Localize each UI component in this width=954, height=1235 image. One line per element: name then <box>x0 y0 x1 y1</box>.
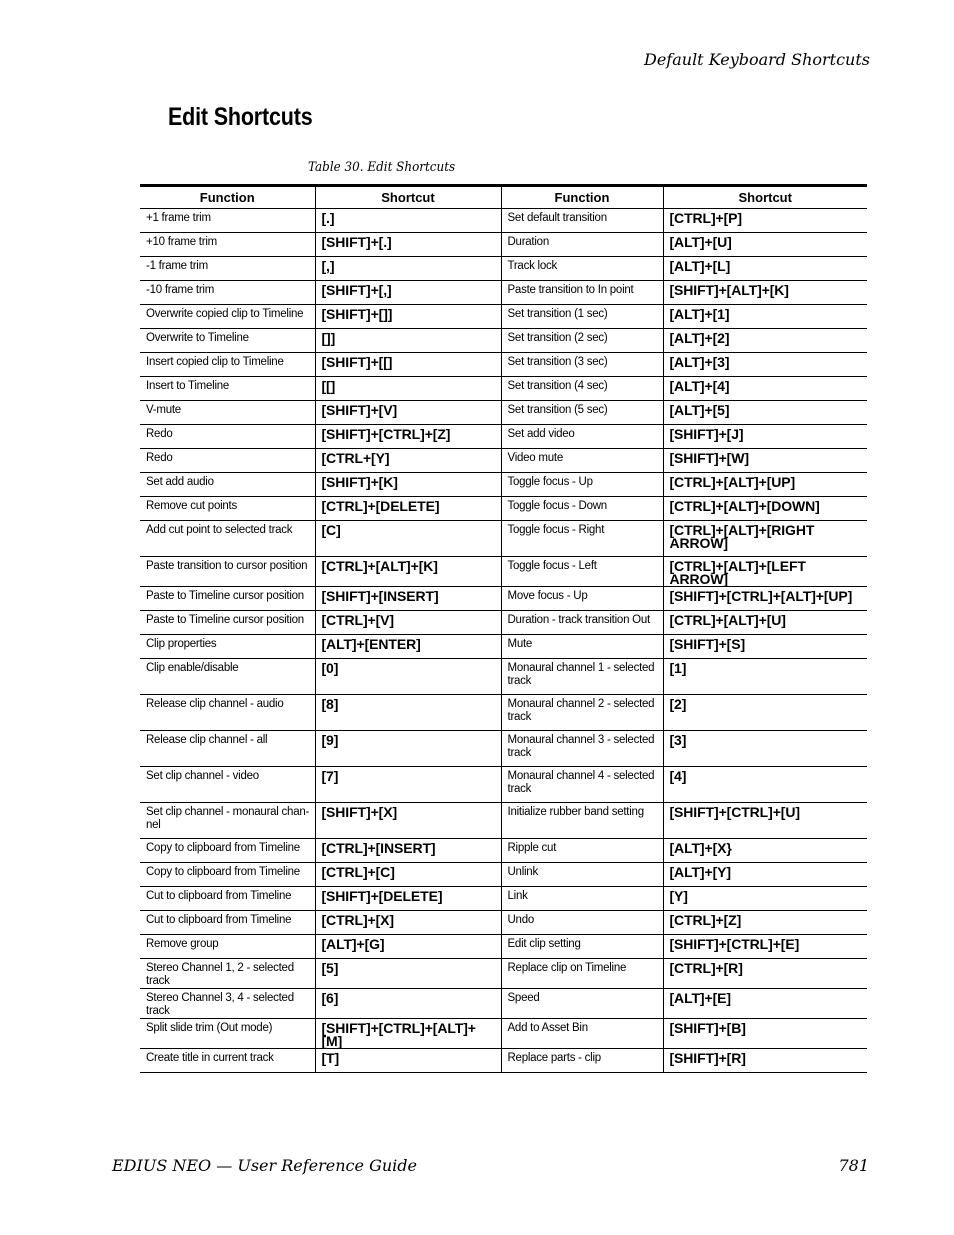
shortcut-cell: [SHIFT]+[INSERT] <box>315 587 501 611</box>
shortcut-cell: [ALT]+[2] <box>663 329 867 353</box>
table-row <box>140 353 867 377</box>
function-cell: Insert to Timeline <box>140 377 315 401</box>
table-row <box>140 425 867 449</box>
function-cell: Clip enable/disable <box>140 659 315 695</box>
shortcut-cell: [ALT]+[5] <box>663 401 867 425</box>
table-row <box>140 695 867 731</box>
footer-book-title: EDIUS NEO — User Reference Guide <box>112 1156 417 1175</box>
shortcut-cell: [SHIFT]+[V] <box>315 401 501 425</box>
shortcut-cell: [ALT]+[4] <box>663 377 867 401</box>
shortcut-cell: [CTRL]+[P] <box>663 209 867 233</box>
shortcut-cell: [8] <box>315 695 501 731</box>
shortcut-cell: [C] <box>315 521 501 557</box>
function-cell: Set transition (2 sec) <box>501 329 663 353</box>
function-cell: Set clip channel - monaural chan-nel <box>140 803 315 839</box>
function-cell: Overwrite copied clip to Timeline <box>140 305 315 329</box>
function-cell: Set transition (3 sec) <box>501 353 663 377</box>
function-cell: Copy to clipboard from Timeline <box>140 863 315 887</box>
table-row <box>140 911 867 935</box>
function-cell: Track lock <box>501 257 663 281</box>
function-cell: Release clip channel - all <box>140 731 315 767</box>
table-row <box>140 281 867 305</box>
function-cell: Set clip channel - video <box>140 767 315 803</box>
running-header: Default Keyboard Shortcuts <box>644 50 870 69</box>
function-cell: Stereo Channel 1, 2 - selected track <box>140 959 315 989</box>
column-header-shortcut: Shortcut <box>315 186 501 209</box>
shortcut-cell: [CTRL]+[C] <box>315 863 501 887</box>
shortcut-cell: [.] <box>315 209 501 233</box>
function-cell: Monaural channel 1 - selected track <box>501 659 663 695</box>
shortcut-cell: [CTRL]+[ALT]+[DOWN] <box>663 497 867 521</box>
shortcut-cell: [CTRL]+[X] <box>315 911 501 935</box>
function-cell: Duration <box>501 233 663 257</box>
shortcut-cell: [[] <box>315 377 501 401</box>
function-cell: Set transition (4 sec) <box>501 377 663 401</box>
function-cell: Copy to clipboard from Timeline <box>140 839 315 863</box>
shortcut-cell: [1] <box>663 659 867 695</box>
function-cell: -1 frame trim <box>140 257 315 281</box>
shortcut-cell: [CTRL]+[V] <box>315 611 501 635</box>
shortcut-cell: [SHIFT]+[K] <box>315 473 501 497</box>
table-row <box>140 935 867 959</box>
shortcut-cell: [CTRL]+[Z] <box>663 911 867 935</box>
function-cell: Monaural channel 2 - selected track <box>501 695 663 731</box>
shortcut-cell: [CTRL]+[DELETE] <box>315 497 501 521</box>
shortcut-cell: [SHIFT]+[DELETE] <box>315 887 501 911</box>
table-row <box>140 959 867 989</box>
table-row <box>140 557 867 587</box>
shortcut-cell: [SHIFT]+[CTRL]+[E] <box>663 935 867 959</box>
table-row <box>140 449 867 473</box>
table-row <box>140 1049 867 1073</box>
shortcut-cell: [SHIFT]+[CTRL]+[U] <box>663 803 867 839</box>
function-cell: Toggle focus - Up <box>501 473 663 497</box>
function-cell: Add cut point to selected track <box>140 521 315 557</box>
table-row <box>140 611 867 635</box>
table-row <box>140 731 867 767</box>
function-cell: Toggle focus - Left <box>501 557 663 587</box>
shortcut-cell: [SHIFT]+[CTRL]+[ALT]+[UP] <box>663 587 867 611</box>
shortcut-cell: [ALT]+[E] <box>663 989 867 1019</box>
function-cell: Undo <box>501 911 663 935</box>
function-cell: Paste transition to cursor position <box>140 557 315 587</box>
table-row <box>140 989 867 1019</box>
shortcut-cell: [ALT]+[G] <box>315 935 501 959</box>
table-row <box>140 305 867 329</box>
function-cell: Set transition (5 sec) <box>501 401 663 425</box>
function-cell: Replace parts - clip <box>501 1049 663 1073</box>
function-cell: Video mute <box>501 449 663 473</box>
function-cell: Link <box>501 887 663 911</box>
function-cell: Replace clip on Timeline <box>501 959 663 989</box>
function-cell: Mute <box>501 635 663 659</box>
function-cell: Edit clip setting <box>501 935 663 959</box>
shortcut-cell: [SHIFT]+[R] <box>663 1049 867 1073</box>
shortcut-cell: [T] <box>315 1049 501 1073</box>
column-header-function: Function <box>501 186 663 209</box>
function-cell: +10 frame trim <box>140 233 315 257</box>
function-cell: Paste to Timeline cursor position <box>140 587 315 611</box>
shortcut-cell: []] <box>315 329 501 353</box>
shortcut-cell: [ALT]+[ENTER] <box>315 635 501 659</box>
shortcut-cell: [CTRL]+[ALT]+[UP] <box>663 473 867 497</box>
function-cell: Set transition (1 sec) <box>501 305 663 329</box>
shortcut-cell: [5] <box>315 959 501 989</box>
shortcut-cell: [,] <box>315 257 501 281</box>
function-cell: Stereo Channel 3, 4 - selected track <box>140 989 315 1019</box>
function-cell: +1 frame trim <box>140 209 315 233</box>
shortcut-cell: [CTRL]+[ALT]+[K] <box>315 557 501 587</box>
shortcut-cell: [SHIFT]+[J] <box>663 425 867 449</box>
shortcut-cell: [9] <box>315 731 501 767</box>
table-row <box>140 401 867 425</box>
shortcut-cell: [CTRL+[Y] <box>315 449 501 473</box>
function-cell: Cut to clipboard from Timeline <box>140 887 315 911</box>
function-cell: Ripple cut <box>501 839 663 863</box>
shortcut-cell: [ALT]+[1] <box>663 305 867 329</box>
function-cell: -10 frame trim <box>140 281 315 305</box>
function-cell: Add to Asset Bin <box>501 1019 663 1049</box>
function-cell: Toggle focus - Down <box>501 497 663 521</box>
shortcut-cell: [SHIFT]+[,] <box>315 281 501 305</box>
shortcut-cell: [SHIFT]+[CTRL]+[ALT]+[M] <box>315 1019 501 1049</box>
function-cell: Remove cut points <box>140 497 315 521</box>
shortcut-cell: [CTRL]+[ALT]+[U] <box>663 611 867 635</box>
table-row <box>140 233 867 257</box>
table-row <box>140 767 867 803</box>
shortcut-cell: [SHIFT]+[X] <box>315 803 501 839</box>
function-cell: Move focus - Up <box>501 587 663 611</box>
function-cell: Duration - track transition Out <box>501 611 663 635</box>
function-cell: Set add video <box>501 425 663 449</box>
function-cell: Set default transition <box>501 209 663 233</box>
function-cell: Speed <box>501 989 663 1019</box>
shortcut-cell: [0] <box>315 659 501 695</box>
shortcut-cell: [ALT]+[X} <box>663 839 867 863</box>
function-cell: Clip properties <box>140 635 315 659</box>
table-row <box>140 587 867 611</box>
function-cell: Cut to clipboard from Timeline <box>140 911 315 935</box>
table-row <box>140 329 867 353</box>
shortcut-cell: [SHIFT]+[ALT]+[K] <box>663 281 867 305</box>
function-cell: Split slide trim (Out mode) <box>140 1019 315 1049</box>
function-cell: Paste transition to In point <box>501 281 663 305</box>
table-row <box>140 257 867 281</box>
table-row <box>140 473 867 497</box>
shortcut-cell: [CTRL]+[ALT]+[RIGHT ARROW] <box>663 521 867 557</box>
table-row <box>140 863 867 887</box>
shortcut-cell: [SHIFT]+[]] <box>315 305 501 329</box>
shortcut-cell: [SHIFT]+[CTRL]+[Z] <box>315 425 501 449</box>
table-row <box>140 803 867 839</box>
shortcut-cell: [7] <box>315 767 501 803</box>
function-cell: Redo <box>140 449 315 473</box>
shortcut-cell: [CTRL]+[INSERT] <box>315 839 501 863</box>
shortcut-cell: [CTRL]+[ALT]+[LEFT ARROW] <box>663 557 867 587</box>
shortcut-cell: [Y] <box>663 887 867 911</box>
function-cell: Remove group <box>140 935 315 959</box>
section-title: Edit Shortcuts <box>168 103 313 131</box>
function-cell: Monaural channel 3 - selected track <box>501 731 663 767</box>
table-row <box>140 377 867 401</box>
table-row <box>140 209 867 233</box>
table-row <box>140 521 867 557</box>
table-row <box>140 839 867 863</box>
table-body <box>140 209 867 1073</box>
shortcut-cell: [ALT]+[L] <box>663 257 867 281</box>
shortcut-cell: [ALT]+[3] <box>663 353 867 377</box>
function-cell: Initialize rubber band setting <box>501 803 663 839</box>
page-number: 781 <box>838 1156 869 1175</box>
shortcut-cell: [ALT]+[Y] <box>663 863 867 887</box>
shortcut-cell: [SHIFT]+[W] <box>663 449 867 473</box>
table-row <box>140 659 867 695</box>
function-cell: Overwrite to Timeline <box>140 329 315 353</box>
function-cell: Monaural channel 4 - selected track <box>501 767 663 803</box>
shortcut-cell: [CTRL]+[R] <box>663 959 867 989</box>
shortcut-cell: [2] <box>663 695 867 731</box>
table-row <box>140 1019 867 1049</box>
function-cell: V-mute <box>140 401 315 425</box>
function-cell: Redo <box>140 425 315 449</box>
shortcut-cell: [3] <box>663 731 867 767</box>
shortcut-cell: [SHIFT]+[[] <box>315 353 501 377</box>
shortcut-cell: [SHIFT]+[S] <box>663 635 867 659</box>
function-cell: Paste to Timeline cursor position <box>140 611 315 635</box>
shortcut-cell: [4] <box>663 767 867 803</box>
table-header-row <box>140 186 867 209</box>
shortcut-cell: [SHIFT]+[.] <box>315 233 501 257</box>
shortcut-cell: [6] <box>315 989 501 1019</box>
function-cell: Toggle focus - Right <box>501 521 663 557</box>
function-cell: Insert copied clip to Timeline <box>140 353 315 377</box>
function-cell: Set add audio <box>140 473 315 497</box>
column-header-shortcut: Shortcut <box>663 186 867 209</box>
shortcut-cell: [SHIFT]+[B] <box>663 1019 867 1049</box>
function-cell: Unlink <box>501 863 663 887</box>
function-cell: Release clip channel - audio <box>140 695 315 731</box>
shortcut-cell: [ALT]+[U] <box>663 233 867 257</box>
edit-shortcuts-table <box>140 184 867 1073</box>
table-row <box>140 497 867 521</box>
function-cell: Create title in current track <box>140 1049 315 1073</box>
table-row <box>140 887 867 911</box>
column-header-function: Function <box>140 186 315 209</box>
table-row <box>140 635 867 659</box>
table-caption: Table 30. Edit Shortcuts <box>308 160 456 175</box>
